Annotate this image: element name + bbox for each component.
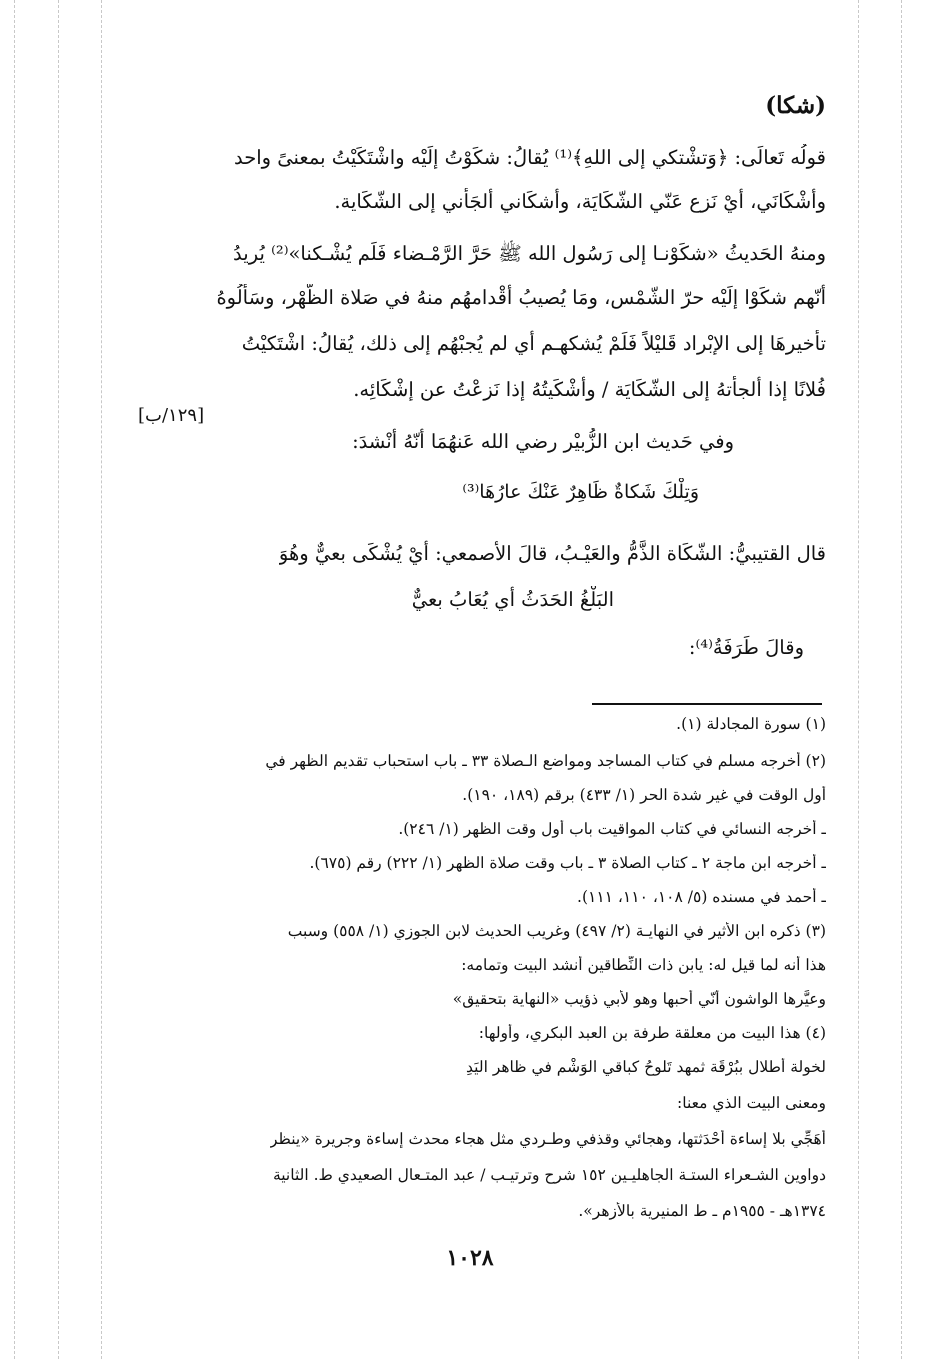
body-line: وفي حَديث ابن الزُّبيْر رضي الله عَنهُمَا أنّهُ أنْشدَ: [352, 430, 734, 453]
footnote-line: أول الوقت في غير شدة الحر (١/ ٤٣٣) برقم (١٨٩، ١٩٠). [462, 786, 826, 804]
body-line: أنّهم شكَوْا إلَيْه حرّ الشّمْس، ومَا يُصيبُ أقْدامهُم منهُ في صَلاة الظُّهْر، وسَألُوهُ [216, 286, 826, 309]
guide-line [858, 0, 859, 1359]
guide-line [901, 0, 902, 1359]
footnote-line: (١) سورة المجادلة (١). [676, 715, 826, 733]
page-number: ١٠٢٨ [446, 1245, 494, 1271]
body-line: تأخيرهَا إلى الإبْراد قَليْلاً فَلَمْ يُشكهـم أي لم يُجبْهُم إلى ذلك، يُقالُ: اشْتَكيْتُ [241, 332, 826, 355]
footnote-line: لخولة أطلال ببُرْقَة ثمهد تَلوحُ كباقي الوَشْم في ظاهرِ اليَدِ [466, 1058, 826, 1076]
footnote-line: دواوين الشـعراء الستـة الجاهليـين ١٥٢ شرح وترتيـب / عبد المتـعال الصعيدي ط. الثانية [272, 1166, 826, 1184]
footnote-line: (٤) هذا البيت من معلقة طرفة بن العبد البكري، وأولها: [478, 1024, 826, 1042]
body-line: وقالَ طَرَفَةُ⁽⁴⁾: [688, 636, 804, 659]
footnote-line: ـ أخرجه النسائي في كتاب المواقيت باب أول وقت الظهر (١/ ٢٤٦). [398, 820, 826, 838]
footnote-line: (٢) أخرجه مسلم في كتاب المساجد ومواضع الـصلاة ٣٣ ـ باب استحباب تقديم الظهر في [265, 752, 826, 770]
guide-line [14, 0, 15, 1359]
footnote-line: هذا أنه لما قيل له: يابن ذات النِّطاقين أنشد البيت وتمامه: [461, 956, 826, 974]
footnote-line: ـ أخرجه ابن ماجة ٢ ـ كتاب الصلاة ٣ ـ باب وقت صلاة الظهر (١/ ٢٢٢) رقم (٦٧٥). [309, 854, 826, 872]
footnote-line: ١٣٧٤هـ - ١٩٥٥م ـ ط المنيرية بالأزهر». [578, 1202, 826, 1220]
body-line: ومنهُ الحَديثُ «شكَوْنـا إلى رَسُول الله ﷺ حَرَّ الرَّمْـضاء فَلَم يُشْـكنا»⁽²⁾ يُريدُ [233, 242, 826, 265]
poetry-verse: وَتِلْكَ شَكاةٌ ظَاهِرٌ عَنْكَ عارُهَا⁽³⁾ [462, 481, 699, 503]
footnote-line: وعيَّرها الواشون أنّي أحبها وهو لأبي ذؤيب «النهاية بتحقيق» [452, 990, 826, 1008]
guide-line [58, 0, 59, 1359]
footnote-line: (٣) ذكره ابن الأثير في النهايـة (٢/ ٤٩٧) وغريب الحديث لابن الجوزي (١/ ٥٥٨) وسبب [287, 922, 826, 940]
body-line: البَلْغُ الحَدَثُ أي يُعَابُ بعيٌّ [411, 588, 614, 611]
footnote-line: ـ أحمد في مسنده (٥/ ١٠٨، ١١٠، ١١١). [577, 888, 826, 906]
entry-heading: (شكا) [765, 92, 826, 119]
guide-line [101, 0, 102, 1359]
body-line: فُلانًا إذا ألجأتهُ إلى الشّكَايَة / وأشْكَيتُهُ إذا نَزعْتُ عن إشْكَائِه. [353, 378, 826, 401]
body-line: قال القتيبيُّ: الشّكَاة الذَّمُّ والعَيْـبُ، قالَ الأصمعي: أيْ يُشْكَى بعيٌّ وهُوَ [278, 542, 826, 565]
body-line: قولُه تَعالَى: ﴿وَتشْتكي إلى اللهِ﴾⁽¹⁾ يُقالُ: شكَوْتُ إلَيْه واشْتَكَيْتُ بمعنىً واحد [233, 146, 826, 169]
footnote-line: أُهَجِّي بلا إساءة أحْدَثتها، وهجائي وقذفي وطـردي مثل هجاء محدث إساءة وجريرة «ينظر [269, 1130, 826, 1148]
body-line: وأشْكَانَي، أيْ نَزع عَنّي الشّكَايَة، وأشكَاني ألجَأني إلى الشّكَاية. [334, 190, 826, 213]
manuscript-folio-ref: [١٢٩/ب] [138, 405, 205, 426]
footnote-line: ومعنى البيت الذي معنا: [677, 1094, 826, 1112]
footnote-separator [592, 703, 822, 705]
